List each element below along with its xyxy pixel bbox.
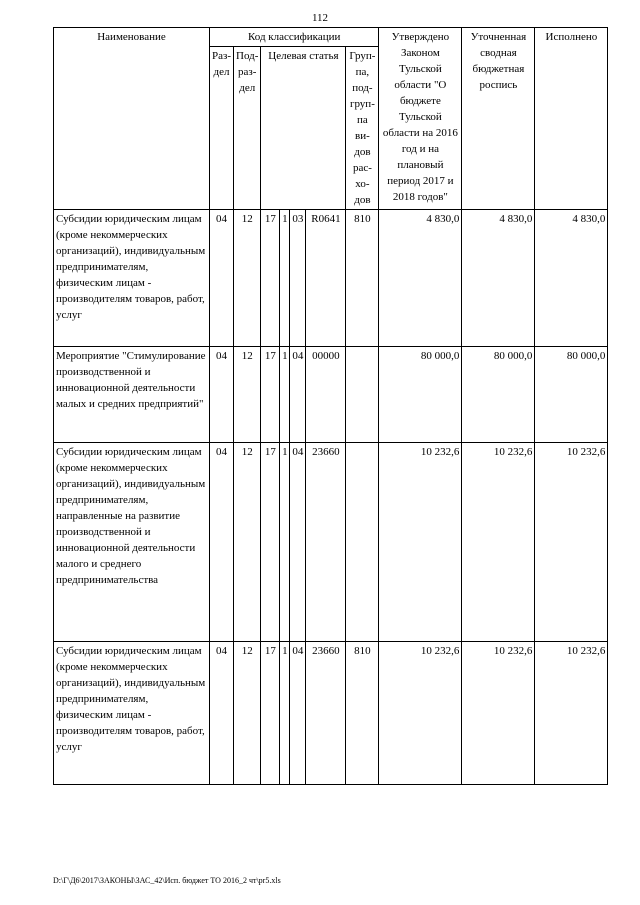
row-subsection: 12 [234, 642, 261, 785]
header-approved: Утверждено Законом Тульской области "О бюджете Тульской области на 2016 год и на плановый период 2017 и 2018 годов" [379, 28, 462, 210]
row-expense-group: 810 [346, 642, 379, 785]
row-executed: 80 000,0 [535, 347, 608, 443]
table-row [54, 443, 608, 642]
row-code-1: 17 [261, 443, 280, 642]
row-approved: 10 232,6 [379, 642, 462, 785]
row-code-3: 04 [290, 642, 306, 785]
row-expense-group [346, 443, 379, 642]
row-code-4: 23660 [306, 443, 346, 642]
row-subsection: 12 [234, 443, 261, 642]
row-refined: 10 232,6 [462, 642, 535, 785]
row-executed: 10 232,6 [535, 443, 608, 642]
row-refined: 10 232,6 [462, 443, 535, 642]
row-approved: 80 000,0 [379, 347, 462, 443]
table-row [54, 642, 608, 785]
row-executed: 10 232,6 [535, 642, 608, 785]
budget-table [53, 27, 608, 785]
row-approved: 10 232,6 [379, 443, 462, 642]
row-refined: 80 000,0 [462, 347, 535, 443]
row-refined: 4 830,0 [462, 210, 535, 347]
row-code-1: 17 [261, 642, 280, 785]
row-expense-group [346, 347, 379, 443]
header-code: Код классификации [210, 28, 379, 47]
row-executed: 4 830,0 [535, 210, 608, 347]
row-section: 04 [210, 443, 234, 642]
row-name: Мероприятие "Стимулирование производственной и инновационной деятельности малых и средних предприятий" [54, 347, 210, 443]
row-section: 04 [210, 642, 234, 785]
row-code-2: 1 [280, 642, 290, 785]
header-subsection: Под-раз-дел [234, 47, 261, 210]
table-row [54, 210, 608, 347]
page-number: 112 [311, 12, 329, 24]
row-expense-group: 810 [346, 210, 379, 347]
header-name: Наименование [54, 28, 210, 210]
row-name: Субсидии юридическим лицам (кроме некоммерческих организаций), индивидуальным предпринимателям, направленные на развитие производственной и инновационной деятельности малого и среднего предпринимательства [54, 443, 210, 642]
row-code-3: 04 [290, 443, 306, 642]
row-subsection: 12 [234, 210, 261, 347]
row-section: 04 [210, 347, 234, 443]
row-code-2: 1 [280, 347, 290, 443]
header-section: Раз-дел [210, 47, 234, 210]
row-section: 04 [210, 210, 234, 347]
row-code-2: 1 [280, 443, 290, 642]
row-code-2: 1 [280, 210, 290, 347]
row-name: Субсидии юридическим лицам (кроме некоммерческих организаций), индивидуальным предпринимателям, физическим лицам - производителям товаров, работ, услуг [54, 642, 210, 785]
row-subsection: 12 [234, 347, 261, 443]
header-expense-group: Груп-па, под-груп-па ви-дов рас-хо-дов [346, 47, 379, 210]
header-executed: Исполнено [535, 28, 608, 210]
row-approved: 4 830,0 [379, 210, 462, 347]
file-path-footer: D:\Г\Д6\2017\ЗАКОНЫ\ЗАС_42\Исп. бюджет ТО 2016_2 чт\pr5.xls [53, 876, 281, 885]
header-refined: Уточненная сводная бюджетная роспись [462, 28, 535, 210]
row-code-3: 04 [290, 347, 306, 443]
header-target-article: Целевая статья [261, 47, 346, 210]
row-code-4: 00000 [306, 347, 346, 443]
row-code-1: 17 [261, 210, 280, 347]
row-code-3: 03 [290, 210, 306, 347]
row-code-1: 17 [261, 347, 280, 443]
row-code-4: 23660 [306, 642, 346, 785]
table-row [54, 347, 608, 443]
row-code-4: R0641 [306, 210, 346, 347]
row-name: Субсидии юридическим лицам (кроме некоммерческих организаций), индивидуальным предпринимателям, физическим лицам - производителям товаров, работ, услуг [54, 210, 210, 347]
